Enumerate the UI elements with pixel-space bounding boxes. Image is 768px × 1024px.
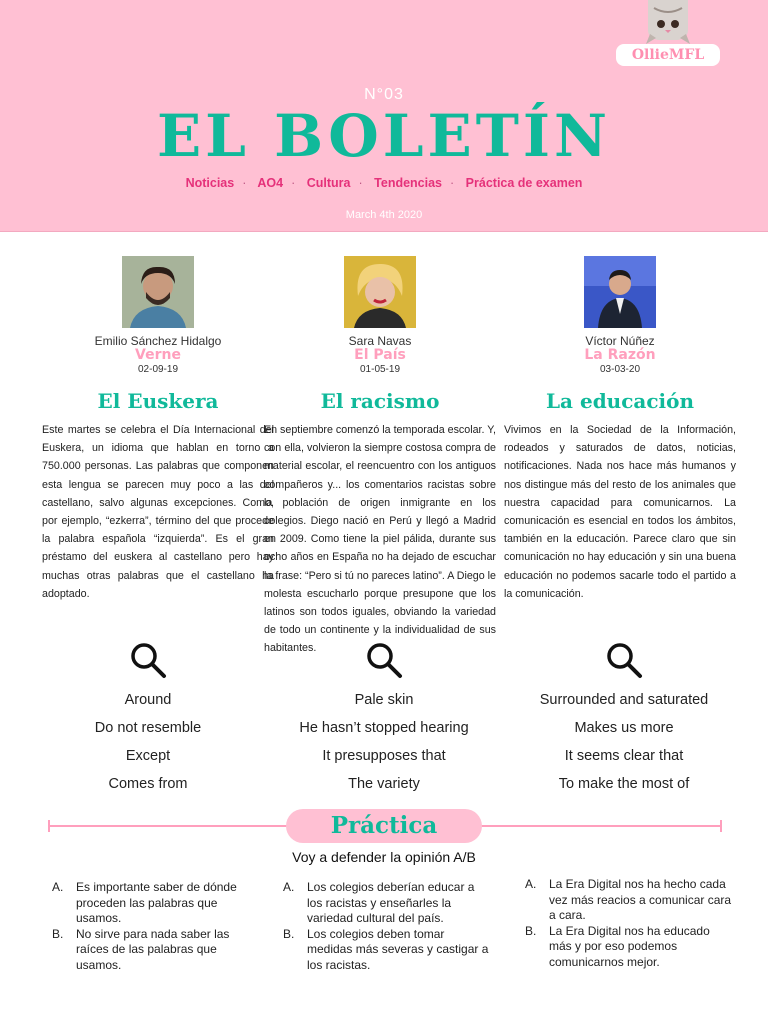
vocab-list-racismo xyxy=(268,640,500,798)
option-text: Los colegios deben tomar medidas más severas y castigar a los racistas. xyxy=(307,926,489,972)
article-body: Este martes se celebra el Día Internacional del Euskera, un idioma que hablan en torno a 750.000 personas. Las palabras que componen esta lengua se parecen muy poco a las del castellano, salvo algunas excepciones. Como, por ejemplo, “ezkerra”, término del que procede la palabra española “izquierda”. Es el gran préstamo del euskera al castellano pero hay muchas otras palabras que el castellano ha adoptado. xyxy=(42,424,274,600)
article-educacion xyxy=(504,250,736,637)
option-b xyxy=(52,927,262,974)
nav-item-tendencias[interactable]: Tendencias xyxy=(374,176,443,190)
option-text: Es importante saber de dónde proceden las palabras que usamos. xyxy=(76,880,237,926)
vocab-item: Do not resemble xyxy=(94,720,202,736)
option-text: Los colegios deberían educar a los racistas y enseñarles la variedad cultural del país. xyxy=(307,880,475,926)
divider-cap-right xyxy=(720,820,722,832)
article-title: El Euskera xyxy=(97,389,219,413)
options-racismo xyxy=(283,880,493,974)
vocab-item: To make the most of xyxy=(558,776,690,792)
magnifier-icon xyxy=(604,640,644,680)
vocab-list-educacion xyxy=(508,640,740,798)
option-a xyxy=(525,877,735,924)
vocab-item: Pale skin xyxy=(354,692,414,708)
magnifier-icon xyxy=(128,640,168,680)
publish-date: 01-05-19 xyxy=(359,364,401,375)
option-text: La Era Digital nos ha hecho cada vez más reacios a comunicar cara a cara. xyxy=(549,877,732,923)
vocab-item: Makes us more xyxy=(574,720,674,736)
vocab-item: The variety xyxy=(348,776,420,792)
vocab-item: Comes from xyxy=(108,776,188,792)
author-name: Emilio Sánchez Hidalgo xyxy=(94,334,222,348)
issue-date: March 4th 2020 xyxy=(345,209,423,221)
option-b xyxy=(283,927,493,974)
nav-item-noticias[interactable]: Noticias xyxy=(185,176,235,190)
vocab-list-euskera xyxy=(32,640,264,798)
practice-prompt: Voy a defender la opinión A/B xyxy=(292,849,476,865)
avatar xyxy=(344,256,416,328)
avatar xyxy=(122,256,194,328)
option-a xyxy=(283,880,493,927)
publish-date: 02-09-19 xyxy=(137,364,179,375)
article-racismo xyxy=(264,250,496,655)
nav-item-practica-examen[interactable]: Práctica de examen xyxy=(465,176,583,190)
newsletter-title: EL BOLETÍN xyxy=(156,102,612,170)
vocab-item: Except xyxy=(125,748,171,764)
article-title: La educación xyxy=(545,389,695,413)
article-body: En septiembre comenzó la temporada escolar. Y, con ella, volvieron la siempre costosa compra de material escolar, el reencuentro con los antiguos compañeros y... los comentarios racistas sobre la población de origen inmigrante en los colegios. Diego nació en Perú y llegó a Madrid en 2009. Como tiene la piel pálida, durante sus ocho años en España no ha dejado de escuchar la frase: “Pero si tú no pareces latino”. A Diego le molesta escucharlo porque presupone que los latinos son todos iguales, obviando la variedad de todo un continente y la individualidad de sus habitantes. xyxy=(264,424,496,655)
option-letter: A. xyxy=(525,877,537,891)
option-text: No sirve para nada saber las raíces de las palabras que usamos. xyxy=(76,926,230,972)
brand-badge: OllieMFL xyxy=(616,44,720,66)
practice-heading: Práctica xyxy=(286,809,482,843)
option-a xyxy=(52,880,262,927)
source-paper: El País xyxy=(354,347,406,363)
article-euskera xyxy=(42,250,274,637)
article-body: Vivimos en la Sociedad de la Información, rodeados y saturados de datos, noticias, notificaciones. Nada nos hace más humanos y nos distingue más del resto de los animales que nuestra capacidad para comunicarnos. La comunicación es esencial en todos los ámbitos, también en la educación. Parece claro que sin comunicación no hay educación y sin una buena educación no podemos sacarle todo el partido a la comunicación. xyxy=(504,424,736,600)
vocab-item: It seems clear that xyxy=(564,748,684,764)
nav-item-ao4[interactable]: AO4 xyxy=(257,176,284,190)
author-name: Víctor Núñez xyxy=(585,334,655,348)
issue-number: N°03 xyxy=(364,86,404,103)
option-letter: B. xyxy=(283,926,295,941)
source-paper: La Razón xyxy=(584,347,656,363)
vocab-item: He hasn’t stopped hearing xyxy=(299,720,469,736)
vocab-item: Surrounded and saturated xyxy=(539,692,709,708)
option-text: La Era Digital nos ha educado más y por eso podemos comunicarnos mejor. xyxy=(549,923,710,969)
vocab-item: It presupposes that xyxy=(322,748,446,764)
cat-mascot-icon xyxy=(640,0,696,42)
option-letter: A. xyxy=(283,880,295,894)
divider-cap-left xyxy=(48,820,50,832)
source-paper: Verne xyxy=(135,347,181,363)
topic-nav: Noticias · AO4 · Cultura · Tendencias · Práctica de examen xyxy=(185,176,583,190)
vocab-item: Around xyxy=(124,692,172,708)
options-euskera xyxy=(52,880,262,974)
author-name: Sara Navas xyxy=(348,334,412,348)
option-b xyxy=(525,924,735,971)
nav-item-cultura[interactable]: Cultura xyxy=(306,176,351,190)
avatar xyxy=(584,256,656,328)
option-letter: B. xyxy=(52,926,64,941)
publish-date: 03-03-20 xyxy=(599,364,641,375)
option-letter: B. xyxy=(525,923,537,938)
masthead xyxy=(0,0,768,232)
options-educacion xyxy=(525,877,735,971)
magnifier-icon xyxy=(364,640,404,680)
option-letter: A. xyxy=(52,880,64,894)
article-title: El racismo xyxy=(320,389,440,413)
